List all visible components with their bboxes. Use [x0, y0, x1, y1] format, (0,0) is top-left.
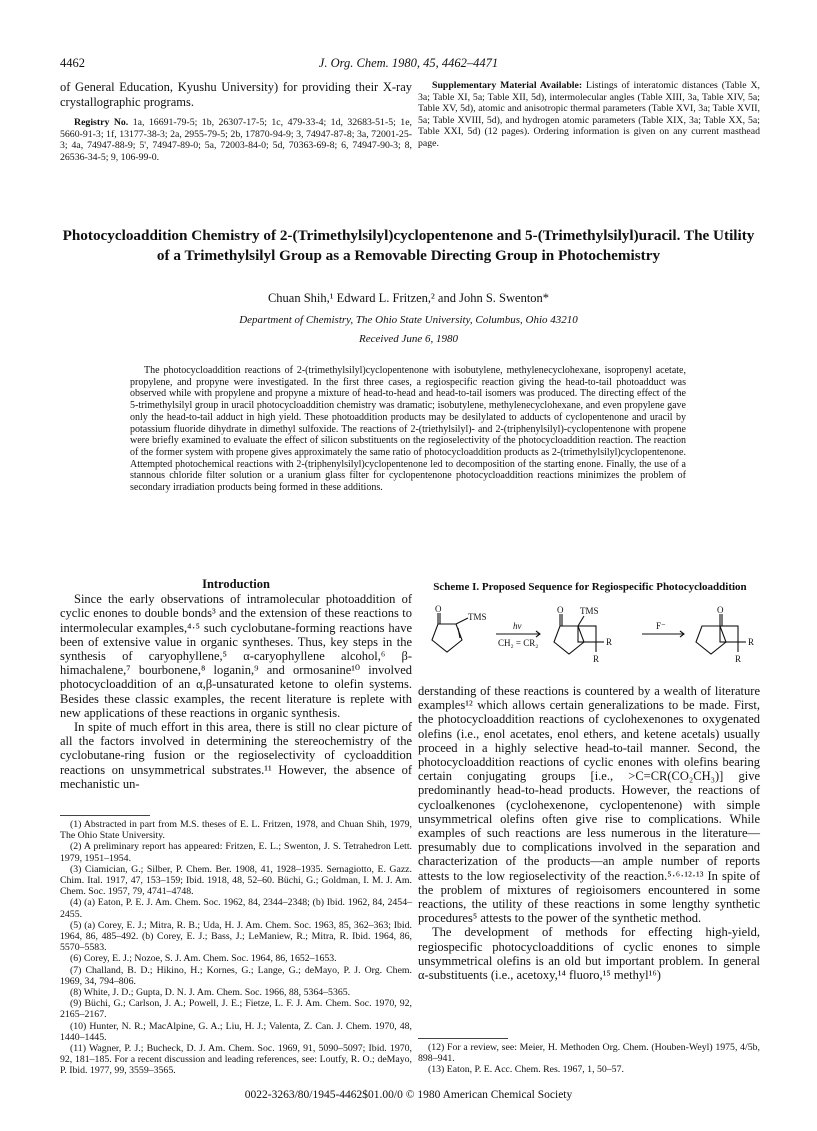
left-footnotes — [60, 815, 412, 1077]
footnote-6: (6) Corey, E. J.; Nozoe, S. J. Am. Chem. Soc. 1964, 86, 1652–1653. — [70, 953, 337, 965]
footnote-13: (13) Eaton, P. E. Acc. Chem. Res. 1967, 1, 50–57. — [428, 1064, 624, 1076]
footnote-12: (12) For a review, see: Meier, H. Methoden Org. Chem. (Houben-Weyl) 1975, 4/5b, 898–941. — [418, 1042, 760, 1065]
intro-paragraph-3: derstanding of these reactions is countered by a wealth of literature examples¹² which allows certain generalizations to be made. First, the photocycloaddition reactions of cyclohexenones to oxygenated olefins (i.e., enol acetates, enol ethers, and ketene acetals) usually proceed in a highly selective head-to-tail manner. Second, the photocycloaddition reactions of cyclic enones with olefins bearing certain conjugating groups [i.e., >C=CR(CO₂CH₃)] give predominantly head-to-head products. However, the reactions of cycloalkenones (cyclohexenone, cyclopentenone) with simple unsymmetrical olefins often give rise to complications. While examples of such reactions are less numerous in the literature—presumably due to complications involved in the separation and characterization of the products—an ample number of reports attests to the low regioselectivity of the reaction.⁵·⁶·¹²·¹³ In spite of the problem of mixtures of regioisomers encountered in some reactions, the utility of these reactions in some lengthy synthetic procedures⁵ attests to the power of the synthetic method. — [418, 684, 760, 926]
right-body-column — [418, 684, 760, 982]
supplementary-label: Supplementary Material Available: — [432, 80, 583, 91]
received-date: Received June 6, 1980 — [359, 333, 458, 345]
article-authors: Chuan Shih,¹ Edward L. Fritzen,² and John S. Swenton* — [267, 291, 550, 305]
left-body-column — [60, 577, 412, 791]
intro-paragraph-2: In spite of much effort in this area, there is still no clear picture of all the factors involved in determining the stereochemistry of the cyclobutane-ring fusion or the regioselectivity of cycloaddition reactions on unsymmetrical substrates.¹¹ However, the absence of mechanistic un- — [60, 720, 412, 791]
scheme-fluoride: F⁻ — [656, 621, 666, 631]
footnote-2: (2) A preliminary report has appeared: Fritzen, E. L.; Swenton, J. S. Tetrahedron Lett. 1979, 1951–1954. — [60, 841, 412, 864]
registry-text: 1a, 16691-79-5; 1b, 26307-17-5; 1c, 479-33-4; 1d, 32683-51-5; 1e, 5660-91-3; 1f, 13177-38-3; 2a, 2955-79-5; 2b, 17870-94-9; 3, 74947-87-8; 3a, 72001-25-3; 4a, 74947-88-9; 5', 74947-89-0; 5a, 72003-84-0; 5d, 70363-69-8; 6, 74947-90-3; 8, 26536-34-5; 9, 106-99-0. — [60, 117, 412, 163]
registry-numbers — [60, 117, 412, 163]
scheme-o-3: O — [717, 605, 724, 615]
scheme-diagram — [420, 604, 765, 670]
section-heading-introduction: Introduction — [202, 577, 270, 591]
scheme-o-2: O — [557, 605, 564, 615]
footnote-7: (7) Challand, B. D.; Hikino, H.; Kornes, G.; Lange, G.; deMayo, P. J. Org. Chem. 1969, 34, 794–806. — [60, 964, 412, 987]
page-number: 4462 — [60, 56, 85, 70]
footnote-rule-right — [418, 1038, 508, 1039]
scheme-r-2: R — [593, 654, 600, 664]
running-header: J. Org. Chem. 1980, 45, 4462–4471 — [318, 56, 499, 70]
top-left-column — [60, 80, 412, 163]
enone-structure — [432, 613, 468, 652]
scheme-hv: hν — [513, 621, 522, 631]
scheme-o-1: O — [435, 604, 442, 614]
copyright-footer: 0022-3263/80/1945-4462$01.00/0 © 1980 American Chemical Society — [244, 1089, 573, 1101]
footnote-8: (8) White, J. D.; Gupta, D. N. J. Am. Chem. Soc. 1966, 88, 5364–5365. — [70, 987, 351, 999]
intro-paragraph-4: The development of methods for effecting high-yield, regiospecific photocycloadditions of cyclic enones to simple unsymmetrical olefins is an old but important problem. In general α-substituents (i.e., acetoxy,¹⁴ fluoro,¹⁵ methyl¹⁶) — [418, 925, 760, 983]
article-title: Photocycloaddition Chemistry of 2-(Trimethylsilyl)cyclopentenone and 5-(Trimethylsilyl)uracil. The Utility of a Trimethylsilyl Group as a Removable Directing Group in Photochemistry — [62, 227, 755, 264]
acknowledgment: of General Education, Kyushu University) for providing their X-ray crystallographic programs. — [60, 80, 412, 109]
footnote-9: (9) Büchi, G.; Carlson, J. A.; Powell, J. E.; Fietze, L. F. J. Am. Chem. Soc. 1970, 92, 2165–2167. — [60, 998, 412, 1021]
scheme-reagent: CH₂ = CR₂ — [498, 638, 539, 648]
desilylated-product-structure — [696, 614, 746, 654]
footnote-10: (10) Hunter, N. R.; MacAlpine, G. A.; Liu, H. J.; Valenta, Z. Can. J. Chem. 1970, 48, 1440–1445. — [60, 1020, 412, 1043]
footnote-5: (5) (a) Corey, E. J.; Mitra, R. B.; Uda, H. J. Am. Chem. Soc. 1963, 85, 362–363; Ibid. 1964, 86, 485–492. (b) Corey, E. J.; Bass, J.; LeManiew, R.; Mitra, R. Ibid. 1964, 86, 5570–5583. — [60, 919, 412, 954]
top-right-column — [418, 80, 760, 150]
footnote-3: (3) Ciamician, G.; Silber, P. Chem. Ber. 1908, 41, 1928–1935. Sernagiotto, E. Gazz. Chim. Ital. 1917, 47, 153–159; Ibid. 1918, 48, 52–60. Büchi, G.; Goldman, I. M. J. Am. Chem. Soc. 1957, 79, 4741–4748. — [60, 863, 412, 898]
scheme-r-1: R — [606, 637, 613, 647]
right-footnotes — [418, 1038, 760, 1076]
article-affiliation: Department of Chemistry, The Ohio State University, Columbus, Ohio 43210 — [239, 314, 578, 326]
scheme-r-3: R — [748, 637, 755, 647]
abstract-text: The photocycloaddition reactions of 2-(trimethylsilyl)cyclopentenone with isobutylene, methylenecyclohexane, isopropenyl acetate, propylene, and propyne were investigated. In the first three cases, a regiospecific reaction giving the head-to-tail photoadduct was observed while with propylene and propyne a mixture of head-to-head and head-to-tail isomers was produced. The directing effect of the 5-trimethylsilyl group in uracil photocycloaddition chemistry was dramatic; isobutylene, methylenecyclohexane, and even propylene gave only the head-to-tail adduct in high yield. These photoaddition products may be desilylated to adducts of cyclopentenone and uracil by potassium fluoride dihydrate in dimethyl sulfoxide. The reactions of 2-(triethylsilyl)- and 2-(triphenylsilyl)-cyclopentenone with propene were briefly examined to evaluate the effect of silicon substituents on the regioselectivity of the photocycloaddition reaction. The reaction of the former system with propene gives approximately the same ratio of photocycloaddition products as 2-(trimethylsilyl)cyclopentenone. Attempted photochemical reactions with 2-(triphenylsilyl)cyclopentenone led to decomposition of the starting enone. Finally, the use of a stannous chloride filter solution or a uranium glass filter for cyclopentenone photocycloaddition reactions minimizes the problem of secondary irradiation products being formed in these additions. — [130, 365, 686, 494]
scheme-tms-2: TMS — [580, 606, 599, 616]
registry-label: Registry No. — [74, 117, 129, 128]
scheme-tms-1: TMS — [468, 612, 487, 622]
intro-paragraph-1: Since the early observations of intramolecular photoaddition of cyclic enones to double bonds³ and the extension of these reactions to intermolecular examples,⁴·⁵ such cyclobutane-forming reactions have been of extensive value in organic syntheses. Thus, key steps in the synthesis of caryophyllene,⁵ α-caryophyllene alcohol,⁶ β-himachalene,⁷ bourbonene,⁸ loganin,⁹ and ormosanine¹⁰ involved photocycloaddition of an α,β-unsaturated ketone to olefin systems. Besides these classic examples, the recent literature is replete with new applications of these reactions in organic synthesis. — [60, 592, 412, 720]
abstract — [130, 365, 686, 494]
footnote-rule — [60, 815, 150, 816]
supplementary-text: Listings of interatomic distances (Table X, 3a; Table XI, 5a; Table XII, 5d), intermolecular angles (Table XIII, 3a, Table XIV, 5a; Table XV, 5d), atomic and anisotropic thermal parameters (Table XVI, 3a; Table XVII, 5a; Table XVIII, 5d), and hydrogen atomic parameters (Table XIX, 3a; Table XX, 5a; Table XXI, 5d) (12 pages). Ordering information is given on any current masthead page. — [418, 80, 761, 149]
silyl-adduct-structure — [554, 614, 604, 654]
footnote-11: (11) Wagner, P. J.; Bucheck, D. J. Am. Chem. Soc. 1969, 91, 5090–5097; Ibid. 1970, 92, 181–185. For a recent discussion and leading references, see: Loutfy, R. O.; deMayo, P. Ibid. 1977, 99, 3559–3565. — [60, 1043, 412, 1077]
footnote-4: (4) (a) Eaton, P. E. J. Am. Chem. Soc. 1962, 84, 2344–2348; (b) Ibid. 1962, 84, 2454–2455. — [60, 897, 412, 920]
scheme-title: Scheme I. Proposed Sequence for Regiospecific Photocycloaddition — [433, 581, 747, 593]
supplementary-material — [418, 80, 760, 150]
footnote-1: (1) Abstracted in part from M.S. theses of E. L. Fritzen, 1978, and Chuan Shih, 1979, The Ohio State University. — [60, 819, 412, 842]
scheme-r-4: R — [735, 654, 742, 664]
